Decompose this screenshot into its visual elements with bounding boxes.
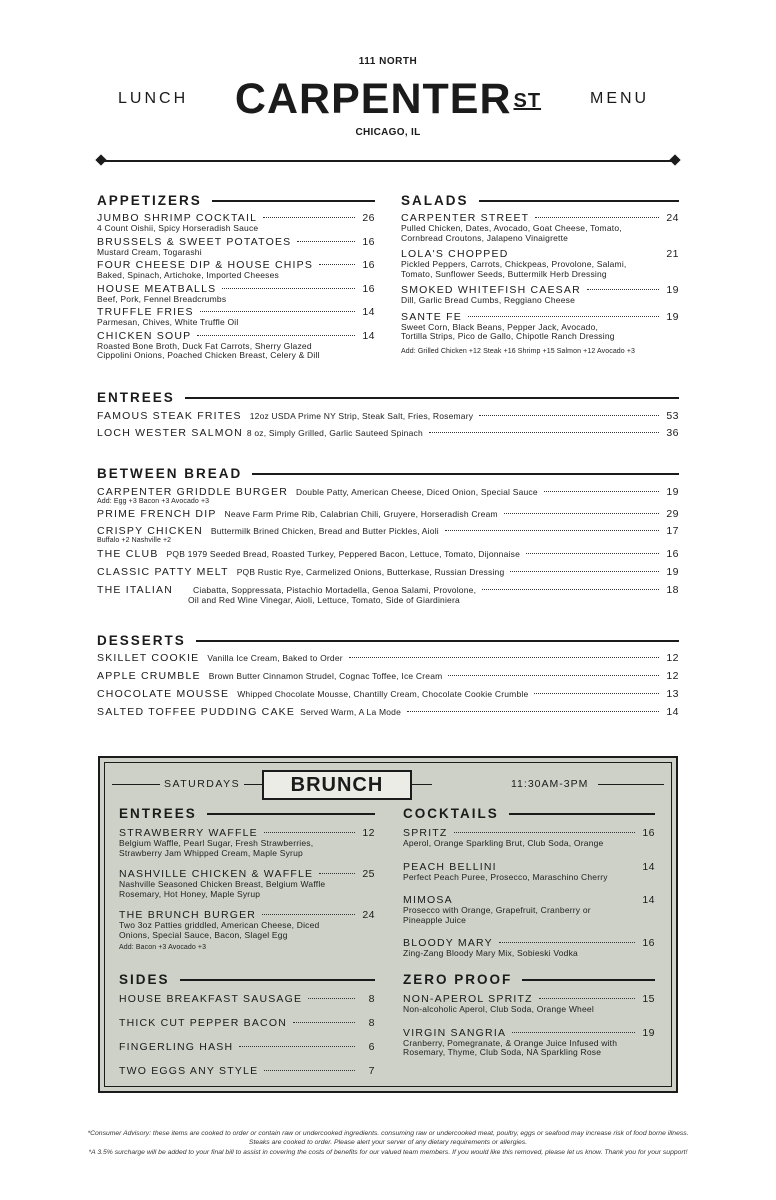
address-line: 111 NORTH bbox=[358, 56, 418, 67]
brunch-days: SATURDAYS bbox=[164, 778, 241, 790]
menu-item: THE ITALIAN Ciabatta, Soppressata, Pistachio Mortadella, Genoa Salami, Provolone, 18 Oil and Red Wine Vinegar, Aioli, Lettuce, Tomato, Side of Giardiniera bbox=[97, 584, 679, 605]
brunch-rule-left-inner bbox=[244, 784, 262, 785]
menu-item: VIRGIN SANGRIA 19 Cranberry, Pomegranate, & Orange Juice Infused with Rosemary, Thyme, Club Soda, NA Sparkling Rose bbox=[403, 1026, 655, 1057]
section-heading: APPETIZERS bbox=[97, 193, 375, 208]
lunch-label: LUNCH bbox=[118, 90, 189, 107]
brunch-rule-right-inner bbox=[412, 784, 432, 785]
sides-section bbox=[119, 972, 375, 1077]
menu-item: CLASSIC PATTY MELT PQB Rustic Rye, Carmelized Onions, Butterkase, Russian Dressing 19 bbox=[97, 566, 679, 578]
menu-item: TRUFFLE FRIES 14 Parmesan, Chives, White Truffle Oil bbox=[97, 306, 375, 327]
menu-item: CARPENTER STREET 24 Pulled Chicken, Dates, Avocado, Goat Cheese, Tomato, Cornbread Croutons, Jalapeno Vinaigrette bbox=[401, 212, 679, 243]
desserts-section bbox=[97, 633, 679, 718]
menu-item: CARPENTER GRIDDLE BURGER Double Patty, American Cheese, Diced Onion, Special Sauce 19 Add: Egg +3 Bacon +3 Avocado +3 bbox=[97, 486, 679, 505]
header-divider bbox=[104, 160, 672, 162]
salad-addons: Add: Grilled Chicken +12 Steak +16 Shrimp +15 Salmon +12 Avocado +3 bbox=[401, 347, 636, 355]
divider-diamond-left bbox=[95, 154, 106, 165]
menu-item: STRAWBERRY WAFFLE 12 Belgium Waffle, Pearl Sugar, Fresh Strawberries, Strawberry Jam Whipped Cream, Maple Syrup bbox=[119, 827, 375, 858]
menu-item: PRIME FRENCH DIP Neave Farm Prime Rib, Calabrian Chili, Gruyere, Horseradish Cream 29 bbox=[97, 508, 679, 520]
brunch-hours: 11:30AM-3PM bbox=[511, 778, 589, 790]
salads-section bbox=[401, 193, 679, 355]
section-heading: COCKTAILS bbox=[403, 806, 655, 821]
menu-item: NON-APEROL SPRITZ 15 Non-alcoholic Aperol, Club Soda, Orange Wheel bbox=[403, 993, 655, 1014]
menu-item: FAMOUS STEAK FRITES 12oz USDA Prime NY Strip, Steak Salt, Fries, Rosemary 53 bbox=[97, 410, 679, 422]
menu-item: BRUSSELS & SWEET POTATOES 16 Mustard Cream, Togarashi bbox=[97, 235, 375, 257]
menu-item: THE BRUNCH BURGER 24 Two 3oz Patties griddled, American Cheese, Diced Onions, Special Sauce, Bacon, Slagel Egg bbox=[119, 909, 375, 940]
cocktails-section bbox=[403, 806, 655, 959]
menu-item: TWO EGGS ANY STYLE 7 bbox=[119, 1065, 375, 1077]
menu-item: NASHVILLE CHICKEN & WAFFLE 25 Nashville Seasoned Chicken Breast, Belgium Waffle Rosemary, Hot Honey, Maple Syrup bbox=[119, 868, 375, 899]
city-line: CHICAGO, IL bbox=[355, 127, 421, 138]
menu-item: LOCH WESTER SALMON 8 oz, Simply Grilled, Garlic Sauteed Spinach 36 bbox=[97, 427, 679, 439]
section-heading: SIDES bbox=[119, 972, 375, 987]
menu-item: CHOCOLATE MOUSSE Whipped Chocolate Mousse, Chantilly Cream, Chocolate Cookie Crumble 13 bbox=[97, 688, 679, 700]
menu-item: APPLE CRUMBLE Brown Butter Cinnamon Strudel, Cognac Toffee, Ice Cream 12 bbox=[97, 670, 679, 682]
section-heading: DESSERTS bbox=[97, 633, 679, 648]
menu-item: SPRITZ 16 Aperol, Orange Sparkling Brut, Club Soda, Orange bbox=[403, 827, 655, 848]
menu-item: SALTED TOFFEE PUDDING CAKE Served Warm, A La Mode 14 bbox=[97, 706, 679, 718]
brunch-title: BRUNCH bbox=[262, 770, 412, 800]
menu-item: PEACH BELLINI 14 Perfect Peach Puree, Prosecco, Maraschino Cherry bbox=[403, 860, 655, 882]
menu-item: FOUR CHEESE DIP & HOUSE CHIPS 16 Baked, Spinach, Artichoke, Imported Cheeses bbox=[97, 259, 375, 280]
section-heading: ENTREES bbox=[97, 390, 679, 405]
between-bread-section bbox=[97, 466, 679, 606]
menu-label: MENU bbox=[590, 90, 650, 107]
brunch-rule-left-outer bbox=[112, 784, 160, 785]
menu-item: JUMBO SHRIMP COCKTAIL 26 4 Count Oishii, Spicy Horseradish Sauce bbox=[97, 212, 375, 233]
section-heading: BETWEEN BREAD bbox=[97, 466, 679, 481]
restaurant-logo bbox=[0, 76, 776, 122]
section-heading: ZERO PROOF bbox=[403, 972, 655, 987]
menu-item: SANTE FE 19 Sweet Corn, Black Beans, Pepper Jack, Avocado, Tortilla Strips, Pico de Gallo, Chipotle Ranch Dressing bbox=[401, 310, 679, 341]
menu-item: SKILLET COOKIE Vanilla Ice Cream, Baked to Order 12 bbox=[97, 652, 679, 664]
logo-suffix: ST bbox=[513, 90, 542, 112]
section-heading: SALADS bbox=[401, 193, 679, 208]
brunch-rule-right-outer bbox=[598, 784, 664, 785]
brunch-entrees-section bbox=[119, 806, 375, 951]
section-heading: ENTREES bbox=[119, 806, 375, 821]
menu-item: SMOKED WHITEFISH CAESAR 19 Dill, Garlic Bread Cumbs, Reggiano Cheese bbox=[401, 284, 679, 305]
steak-notice: Steaks are cooked to order. Please alert your server of any dietary requirements or allergies. bbox=[248, 1139, 528, 1146]
logo-main: CARPENTER bbox=[234, 75, 512, 123]
menu-item: CRISPY CHICKEN Buttermilk Brined Chicken, Bread and Butter Pickles, Aioli 17 Buffalo +2 Nashville +2 bbox=[97, 525, 679, 544]
menu-item: HOUSE BREAKFAST SAUSAGE 8 bbox=[119, 993, 375, 1005]
menu-item: THE CLUB PQB 1979 Seeded Bread, Roasted Turkey, Peppered Bacon, Lettuce, Tomato, Dijonnaise 16 bbox=[97, 548, 679, 560]
appetizers-section bbox=[97, 193, 375, 361]
menu-item: BLOODY MARY 16 Zing-Zang Bloody Mary Mix, Sobieski Vodka bbox=[403, 937, 655, 958]
surcharge-notice: *A 3.5% surcharge will be added to your final bill to assist in covering the costs of benefits for our valued team members. If you would like this removed, please let us know. Thank you for your support! bbox=[88, 1149, 688, 1156]
menu-item: CHICKEN SOUP 14 Roasted Bone Broth, Duck Fat Carrots, Sherry Glazed Cippolini Onions, Poached Chicken Breast, Celery & Dill bbox=[97, 329, 375, 360]
menu-item: HOUSE MEATBALLS 16 Beef, Pork, Fennel Breadcrumbs bbox=[97, 282, 375, 304]
menu-item: FINGERLING HASH 6 bbox=[119, 1041, 375, 1053]
consumer-advisory: *Consumer Advisory: these items are cooked to order or contain raw or undercooked ingredients. consuming raw or undercooked meat, poultry, eggs or seafood may increase risk of food borne illness. bbox=[87, 1130, 689, 1137]
entrees-section bbox=[97, 390, 679, 439]
menu-item: MIMOSA 14 Prosecco with Orange, Grapefruit, Cranberry or Pineapple Juice bbox=[403, 894, 655, 925]
menu-item: LOLA'S CHOPPED 21 Pickled Peppers, Carrots, Chickpeas, Provolone, Salami, Tomato, Sunflower Seeds, Buttermilk Herb Dressing bbox=[401, 248, 679, 279]
brunch-addons: Add: Bacon +3 Avocado +3 bbox=[119, 944, 207, 951]
divider-diamond-right bbox=[669, 154, 680, 165]
menu-item: THICK CUT PEPPER BACON 8 bbox=[119, 1017, 375, 1029]
zero-proof-section bbox=[403, 972, 655, 1058]
